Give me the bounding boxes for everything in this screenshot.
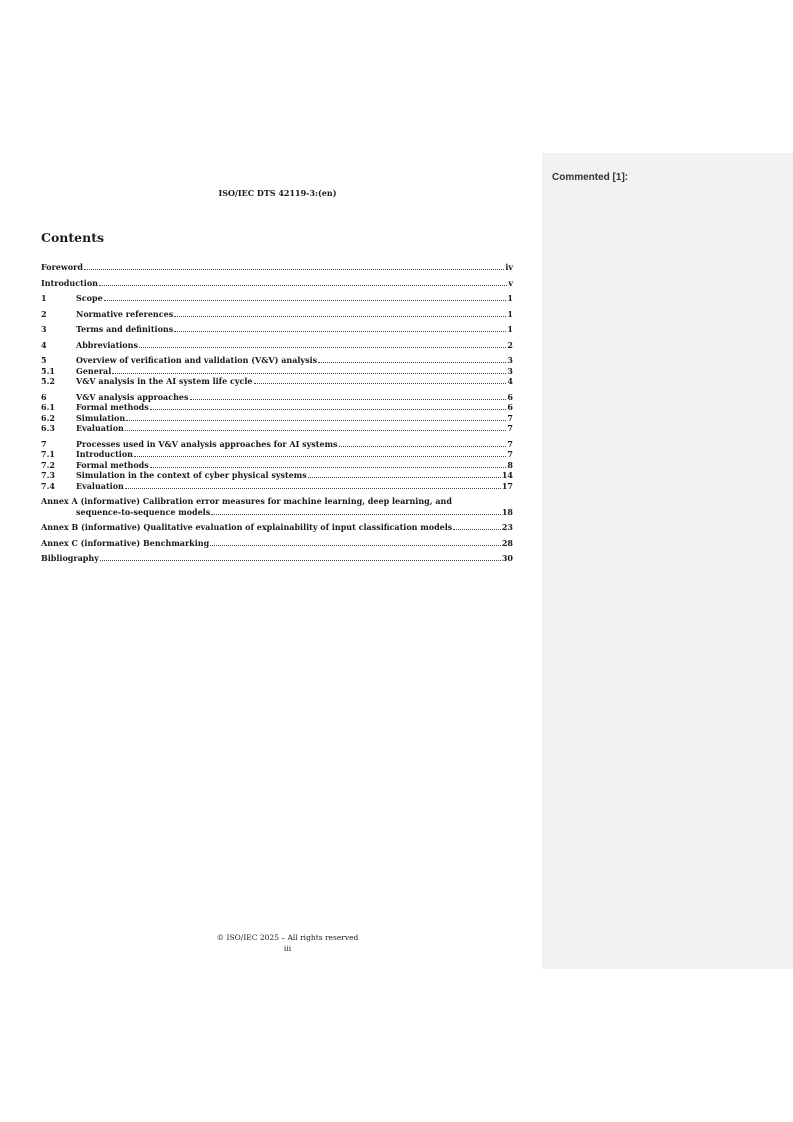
toc-entry-bibliography[interactable] [41, 553, 513, 564]
toc-leader [211, 513, 501, 515]
toc-entry-annex-b[interactable] [41, 522, 513, 533]
toc-entry-page: 17 [501, 480, 513, 491]
toc-entry-title: V&V analysis approaches [76, 391, 189, 402]
toc-leader [254, 382, 507, 384]
toc-entry-number: 4 [41, 339, 47, 350]
toc-entry-number: 6.3 [41, 423, 55, 433]
toc-entry-introduction-7-1[interactable] [41, 449, 513, 460]
toc-entry-number: 5.1 [41, 365, 55, 376]
toc-entry-title: Annex A (informative) Calibration error measures for machine learning, deep learning, and [41, 496, 452, 506]
toc-leader [308, 476, 501, 478]
toc-entry-vv-overview[interactable] [41, 355, 513, 366]
toc-entry-vv-approaches[interactable] [41, 392, 513, 403]
toc-entry-page: v [508, 277, 513, 288]
toc-entry-page: 1 [507, 324, 513, 334]
toc-entry-title: Scope [76, 293, 103, 303]
toc-entry-page: 6 [507, 391, 513, 402]
toc-leader [125, 429, 507, 431]
toc-entry-page: 7 [507, 412, 513, 423]
document-header: ISO/IEC DTS 42119-3:(en) [218, 188, 337, 198]
toc-entry-page: 8 [507, 459, 513, 470]
toc-entry-title: Simulation in the context of cyber physical systems [76, 470, 307, 480]
toc-entry-number: 2 [41, 308, 47, 319]
toc-leader [174, 330, 506, 332]
copyright-notice: © ISO/IEC 2025 – All rights reserved [216, 933, 359, 942]
toc-entry-title: Annex B (informative) Qualitative evaluation of explainability of input classification models [41, 522, 453, 532]
toc-leader [174, 315, 506, 317]
toc-entry-scope[interactable] [41, 293, 513, 304]
toc-entry-number: 5.2 [41, 376, 55, 386]
toc-entry-annex-c[interactable] [41, 538, 513, 549]
toc-entry-page: 7 [507, 438, 513, 449]
toc-entry-page: 28 [501, 537, 513, 548]
toc-entry-page: 1 [507, 308, 513, 319]
toc-entry-evaluation[interactable] [41, 423, 513, 434]
toc-entry-number: 7.2 [41, 459, 55, 470]
toc-leader [134, 455, 506, 457]
toc-entry-title: Normative references [76, 308, 174, 319]
comment-pane[interactable] [542, 153, 793, 969]
toc-entry-title: Introduction [76, 449, 133, 459]
toc-entry-number: 7 [41, 438, 47, 449]
toc-entry-title: Abbreviations [76, 339, 138, 350]
toc-leader [139, 346, 506, 348]
toc-leader [112, 372, 506, 374]
toc-entry-title: Overview of verification and validation (V&V) analysis [76, 355, 318, 365]
toc-entry-number: 6 [41, 391, 47, 402]
toc-entry-terms-definitions[interactable] [41, 324, 513, 335]
toc-entry-title: Annex C (informative) Benchmarking [41, 537, 210, 548]
toc-entry-foreword[interactable] [41, 262, 513, 273]
contents-title: Contents [41, 230, 105, 245]
toc-entry-page: 3 [507, 355, 513, 365]
toc-entry-number: 6.2 [41, 412, 55, 423]
toc-entry-formal-methods[interactable] [41, 402, 513, 413]
toc-entry-page: 30 [501, 553, 513, 563]
toc-entry-title: Evaluation [76, 480, 124, 491]
toc-entry-title: Terms and definitions [76, 324, 174, 334]
toc-entry-processes[interactable] [41, 439, 513, 450]
toc-leader [190, 398, 507, 400]
toc-entry-title: Simulation [76, 412, 126, 423]
toc-leader [318, 361, 506, 363]
toc-entry-title: V&V analysis in the AI system life cycle [76, 376, 253, 386]
page-number: iii [283, 944, 292, 953]
toc-leader [104, 299, 507, 301]
toc-entry-number: 7.4 [41, 480, 55, 491]
toc-leader [84, 268, 504, 270]
toc-entry-number: 6.1 [41, 402, 55, 412]
toc-entry-normative-references[interactable] [41, 309, 513, 320]
toc-entry-number: 1 [41, 293, 47, 303]
toc-entry-page: iv [505, 262, 513, 272]
toc-leader [210, 544, 501, 546]
toc-entry-page: 4 [507, 376, 513, 386]
toc-entry-page: 23 [501, 522, 513, 532]
toc-entry-number: 7.3 [41, 470, 55, 480]
toc-entry-title: Formal methods [76, 459, 149, 470]
toc-entry-simulation[interactable] [41, 413, 513, 424]
toc-entry-page: 6 [507, 402, 513, 412]
toc-entry-page: 3 [507, 365, 513, 376]
toc-entry-title: Processes used in V&V analysis approaches for AI systems [76, 438, 338, 449]
toc-entry-title: Bibliography [41, 553, 99, 563]
toc-entry-page: 2 [507, 339, 513, 350]
toc-entry-page: 18 [501, 506, 513, 517]
toc-entry-title: Foreword [41, 262, 83, 272]
toc-leader [150, 466, 507, 468]
toc-entry-title-continued: sequence-to-sequence models [76, 506, 211, 517]
toc-leader [126, 419, 506, 421]
toc-entry-number: 3 [41, 324, 47, 334]
toc-leader [125, 487, 501, 489]
toc-entry-general[interactable] [41, 366, 513, 377]
toc-leader [100, 559, 501, 561]
toc-entry-page: 1 [507, 293, 513, 303]
toc-entry-title: Introduction [41, 277, 98, 288]
toc-entry-page: 7 [507, 449, 513, 459]
toc-entry-page: 14 [501, 470, 513, 480]
toc-entry-abbreviations[interactable] [41, 340, 513, 351]
toc-entry-title: Formal methods [76, 402, 149, 412]
comment-label[interactable]: Commented [1]: [552, 172, 629, 183]
toc-entry-title: Evaluation [76, 423, 124, 433]
toc-entry-title: General [76, 365, 112, 376]
toc-entry-page: 7 [507, 423, 513, 433]
toc-entry-evaluation-7-4[interactable] [41, 481, 513, 492]
toc-entry-number: 7.1 [41, 449, 55, 459]
page-footer [0, 932, 575, 954]
toc-leader [150, 408, 507, 410]
toc-entry-formal-methods-7-2[interactable] [41, 460, 513, 471]
toc-entry-number: 5 [41, 355, 47, 365]
toc-leader [453, 528, 501, 530]
toc-entry-simulation-cps[interactable] [41, 470, 513, 481]
toc-entry-introduction[interactable] [41, 278, 513, 289]
table-of-contents [41, 262, 513, 564]
toc-leader [99, 284, 507, 286]
toc-entry-vv-life-cycle[interactable] [41, 376, 513, 387]
toc-entry-annex-a[interactable] [41, 496, 513, 517]
toc-leader [339, 445, 507, 447]
